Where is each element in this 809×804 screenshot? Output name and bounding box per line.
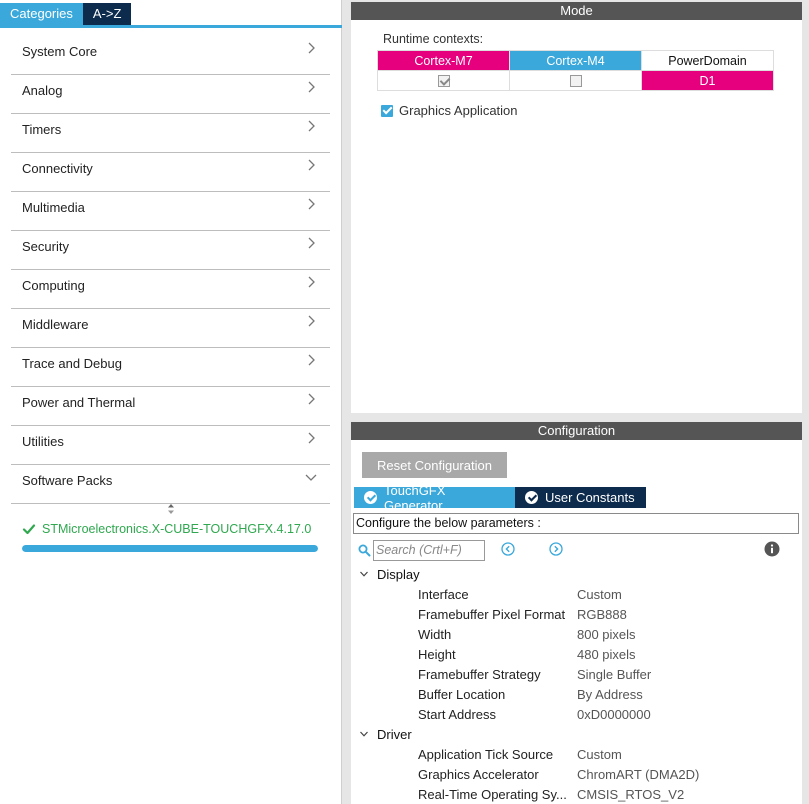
m7-checkbox-cell: [378, 71, 510, 91]
check-icon: [22, 522, 36, 536]
category-utilities[interactable]: [11, 426, 330, 465]
category-multimedia[interactable]: [11, 192, 330, 231]
category-computing[interactable]: [11, 270, 330, 309]
chevron-right-icon: [304, 119, 318, 133]
property-value: 800 pixels: [577, 626, 636, 642]
tab-label: TouchGFX Generator: [384, 482, 446, 513]
previous-circle-icon[interactable]: [501, 542, 515, 556]
property-name: Application Tick Source: [418, 746, 554, 762]
property-name: Graphics Accelerator: [418, 766, 539, 782]
tab-label: User Constants: [545, 490, 635, 505]
group-label: Display: [377, 566, 420, 582]
col-power-domain: PowerDomain: [642, 51, 774, 71]
category-security[interactable]: [11, 231, 330, 270]
property-row[interactable]: [418, 704, 651, 724]
info-icon[interactable]: [764, 541, 780, 557]
graphics-application-checkbox[interactable]: [381, 103, 518, 118]
search-icon: [358, 544, 371, 557]
chevron-down-icon: [304, 470, 318, 484]
cortex-m7-checkbox[interactable]: [438, 75, 450, 87]
progress-fill: [22, 545, 318, 552]
software-pack-progress: [22, 545, 318, 552]
tab-categories[interactable]: Categories: [0, 3, 83, 25]
check-circle-icon: [364, 491, 377, 504]
group-display[interactable]: [359, 565, 420, 583]
mode-header: Mode: [351, 2, 802, 20]
tab-user-constants[interactable]: [515, 487, 646, 508]
chevron-right-icon: [304, 431, 318, 445]
scroll-up-down-icon[interactable]: [165, 503, 177, 515]
search-row: [358, 539, 485, 561]
property-row[interactable]: [418, 584, 622, 604]
property-row[interactable]: [418, 784, 684, 804]
col-cortex-m7: Cortex-M7: [378, 51, 510, 71]
property-name: Buffer Location: [418, 686, 506, 702]
property-name: Real-Time Operating Sy...: [418, 786, 567, 802]
category-label: Security: [22, 239, 69, 254]
next-circle-icon[interactable]: [549, 542, 563, 556]
property-row[interactable]: [418, 744, 622, 764]
category-power-and-thermal[interactable]: [11, 387, 330, 426]
mode-panel: [351, 2, 802, 413]
property-value: By Address: [577, 686, 643, 702]
category-label: System Core: [22, 44, 98, 59]
property-value: 0xD0000000: [577, 706, 651, 722]
property-name: Framebuffer Strategy: [418, 666, 541, 682]
category-middleware[interactable]: [11, 309, 330, 348]
property-row[interactable]: [418, 684, 643, 704]
category-label: Middleware: [22, 317, 89, 332]
chevron-right-icon: [304, 41, 318, 55]
group-driver[interactable]: [359, 725, 412, 743]
property-value: Custom: [577, 586, 622, 602]
config-tabs: [354, 482, 646, 513]
category-label: Software Packs: [22, 473, 113, 488]
category-tabs: [0, 3, 131, 25]
category-timers[interactable]: [11, 114, 330, 153]
category-label: Trace and Debug: [22, 356, 122, 371]
category-software-packs[interactable]: [11, 465, 330, 504]
checkbox-checked-icon: [381, 105, 393, 117]
category-label: Utilities: [22, 434, 64, 449]
property-value: Single Buffer: [577, 666, 652, 682]
category-label: Power and Thermal: [22, 395, 136, 410]
chevron-right-icon: [304, 197, 318, 211]
chevron-right-icon: [304, 314, 318, 328]
power-domain-select[interactable]: D1: [642, 71, 774, 91]
property-row[interactable]: [418, 644, 636, 664]
categories-panel: [0, 0, 342, 804]
category-label: Connectivity: [22, 161, 93, 176]
chevron-right-icon: [304, 275, 318, 289]
software-pack-label: STMicroelectronics.X-CUBE-TOUCHGFX.4.17.0: [42, 522, 312, 536]
category-trace-and-debug[interactable]: [11, 348, 330, 387]
category-list: [11, 36, 330, 504]
group-label: Driver: [377, 726, 412, 742]
configuration-panel: [351, 422, 802, 804]
configure-parameters-label: Configure the below parameters :: [353, 513, 799, 534]
chevron-right-icon: [304, 80, 318, 94]
search-input[interactable]: [373, 540, 485, 561]
tab-a-z[interactable]: A->Z: [83, 3, 132, 25]
property-value: RGB888: [577, 606, 627, 622]
cortex-m4-checkbox[interactable]: [570, 75, 582, 87]
check-circle-icon: [525, 491, 538, 504]
category-label: Computing: [22, 278, 85, 293]
property-name: Framebuffer Pixel Format: [418, 606, 566, 622]
property-name: Start Address: [418, 706, 497, 722]
m4-checkbox-cell: [510, 71, 642, 91]
chevron-right-icon: [304, 236, 318, 250]
software-pack-item[interactable]: [22, 520, 322, 538]
chevron-down-icon: [359, 729, 369, 739]
property-row[interactable]: [418, 764, 699, 784]
configuration-header: Configuration: [351, 422, 802, 440]
tab-touchgfx-generator[interactable]: [354, 482, 515, 513]
property-value: CMSIS_RTOS_V2: [577, 786, 685, 802]
runtime-contexts-table: [377, 50, 774, 91]
property-row[interactable]: [418, 604, 627, 624]
category-label: Analog: [22, 83, 63, 98]
chevron-right-icon: [304, 158, 318, 172]
runtime-contexts-label: Runtime contexts:: [383, 32, 484, 46]
graphics-application-label: Graphics Application: [399, 103, 518, 118]
category-connectivity[interactable]: [11, 153, 330, 192]
property-row[interactable]: [418, 664, 651, 684]
category-system-core[interactable]: [11, 36, 330, 75]
reset-configuration-button[interactable]: Reset Configuration: [362, 452, 507, 478]
col-cortex-m4: Cortex-M4: [510, 51, 642, 71]
property-name: Width: [418, 626, 452, 642]
property-value: 480 pixels: [577, 646, 636, 662]
property-value: Custom: [577, 746, 622, 762]
property-name: Height: [418, 646, 456, 662]
category-label: Multimedia: [22, 200, 85, 215]
tab-underline: [0, 25, 342, 28]
chevron-down-icon: [359, 569, 369, 579]
category-label: Timers: [22, 122, 62, 137]
chevron-right-icon: [304, 353, 318, 367]
property-value: ChromART (DMA2D): [577, 766, 700, 782]
property-name: Interface: [418, 586, 469, 602]
chevron-right-icon: [304, 392, 318, 406]
property-row[interactable]: [418, 624, 636, 644]
category-analog[interactable]: [11, 75, 330, 114]
